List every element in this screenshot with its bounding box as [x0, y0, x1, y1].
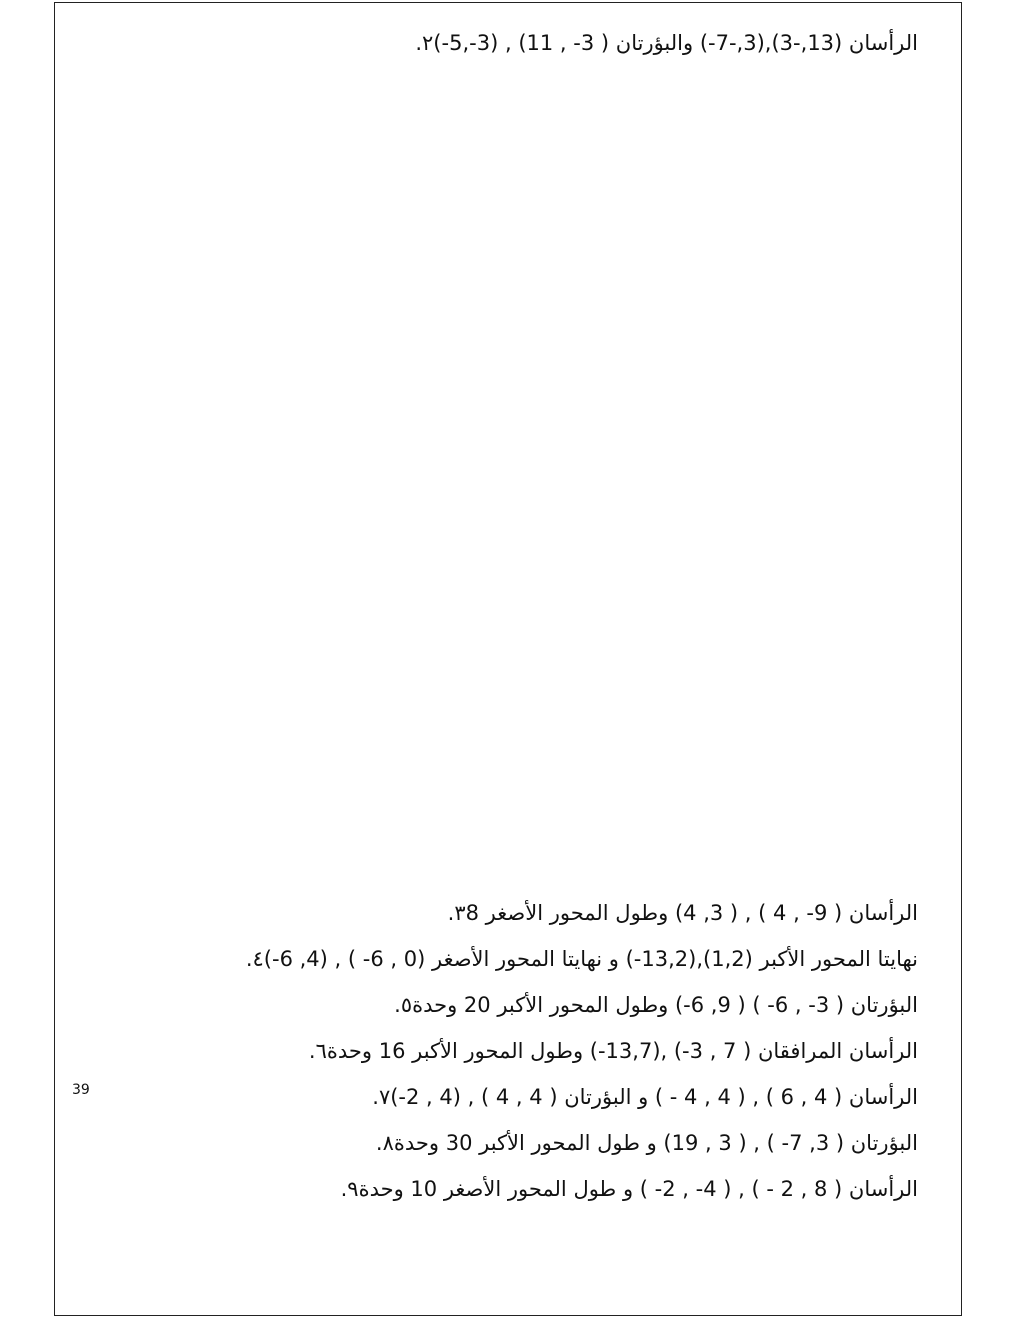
problem-8 — [366, 1128, 918, 1158]
problem-2 — [405, 28, 918, 58]
problem-number: ٤. — [245, 947, 264, 971]
problem-number: ٣. — [447, 901, 466, 925]
problem-text: الرأسان ( 4 , 6 ) , ( 4 , 4 - ) و البؤرتان ( 4 , 4 ) , (4 , 2-) — [390, 1085, 918, 1109]
problem-number: ٩. — [340, 1177, 359, 1201]
problem-number: ٨. — [375, 1131, 394, 1155]
problem-6 — [299, 1036, 918, 1066]
page-frame — [54, 2, 962, 1316]
problem-text: الرأسان المرافقان ( 7 , 3-) ,(13,7-) وطول المحور الأكبر 16 وحدة — [326, 1039, 918, 1063]
problem-text: البؤرتان ( 3- , 6- ) ( 9, 6-) وطول المحور الأكبر 20 وحدة — [412, 993, 918, 1017]
page-number: 39 — [72, 1082, 90, 1098]
problem-number: ٧. — [372, 1085, 391, 1109]
problem-number: ٢. — [415, 31, 434, 55]
problem-text: الرأسان (13,-3),(3,-7-) والبؤرتان ( 3- , 11) , (3-,5-) — [433, 31, 918, 55]
problem-5 — [384, 990, 918, 1020]
problem-text: الرأسان ( 9- , 4 ) , ( 3, 4) وطول المحور الأصغر 8 — [465, 901, 918, 925]
problem-text: البؤرتان ( 3, 7- ) , ( 3 , 19) و طول المحور الأكبر 30 وحدة — [393, 1131, 918, 1155]
problem-number: ٦. — [308, 1039, 327, 1063]
problem-7 — [362, 1082, 918, 1112]
problem-text: الرأسان ( 8 , 2 - ) , ( 4- , 2- ) و طول المحور الأصغر 10 وحدة — [358, 1177, 918, 1201]
problem-number: ٥. — [394, 993, 413, 1017]
problem-text: نهايتا المحور الأكبر (1,2),(13,2-) و نهايتا المحور الأصغر (0 , 6- ) , (4, 6-) — [263, 947, 918, 971]
problem-9 — [331, 1174, 918, 1204]
problem-3 — [438, 898, 918, 928]
problem-4 — [236, 944, 918, 974]
